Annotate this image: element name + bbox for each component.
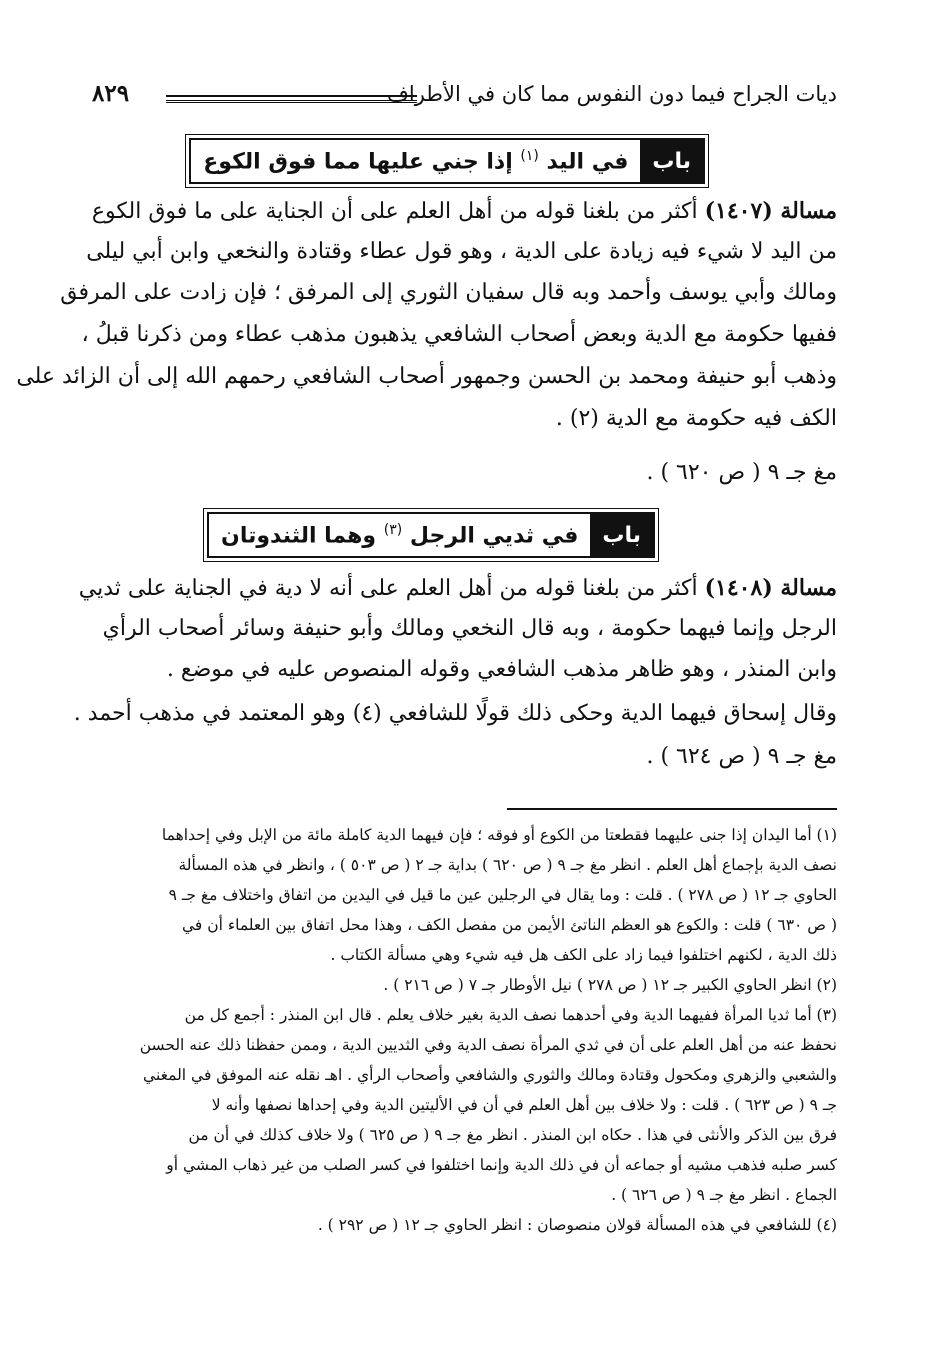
footnote-line: ( ص ٦٣٠ ) قلت : والكوع هو العظم الناتئ الأيمن من مفصل الكف ، وهذا محل اتفاق بين العلماء أن في: [181, 916, 837, 934]
text-line: ومالك وأبي يوسف وأحمد وبه قال سفيان الثوري إلى المرفق ؛ فإن زادت على المرفق: [60, 280, 837, 305]
masala-number: مسالة (١٤٠٨): [704, 575, 837, 601]
footnote-line: ذلك الدية ، لكنهم اختلفوا فيما زاد على الكف هل فيه شيء وهي مسألة الكتاب .: [330, 946, 837, 964]
source-reference: مغ جـ ٩ ( ص ٦٢٤ ) .: [646, 744, 837, 769]
chapter-title: [191, 148, 640, 174]
header-rule: [166, 95, 417, 101]
chapter-title: [209, 522, 590, 548]
chapter-heading-1: [189, 138, 705, 184]
chapter-title-part-a: في ثديي الرجل: [409, 523, 579, 549]
text-line-content: أكثر من بلغنا قوله من أهل العلم على أن الجناية على ما فوق الكوع: [91, 199, 698, 224]
source-reference: مغ جـ ٩ ( ص ٦٢٠ ) .: [646, 460, 837, 485]
chapter-label: باب: [640, 140, 703, 182]
header-rule-thin: [166, 102, 417, 103]
text-line: الرجل وإنما فيهما حكومة ، وبه قال النخعي ومالك وأبو حنيفة وسائر أصحاب الرأي: [102, 616, 837, 641]
footnote-line: الجماع . انظر مغ جـ ٩ ( ص ٦٢٦ ) .: [611, 1186, 837, 1204]
text-line: وابن المنذر ، وهو ظاهر مذهب الشافعي وقوله المنصوص عليه في موضع .: [166, 657, 837, 682]
text-line: [78, 575, 837, 615]
footnote-line: كسر صلبه فذهب مشيه أو جماعه أن في ذلك الدية وإنما اختلفوا في كسر الصلب من غير ذهاب المشي أو: [166, 1156, 837, 1174]
text-line: وقال إسحاق فيهما الدية وحكى ذلك قولًا للشافعي (٤) وهو المعتمد في مذهب أحمد .: [73, 701, 837, 726]
footnote-marker: (١): [520, 147, 539, 164]
text-line: الكف فيه حكومة مع الدية (٢) .: [555, 406, 837, 431]
text-line-content: أكثر من بلغنا قوله من أهل العلم على أنه لا دية في الجناية على ثديي: [78, 576, 698, 601]
chapter-title-part-a: في اليد: [546, 149, 629, 175]
footnote-separator: [507, 808, 837, 810]
page-number: ٨٢٩: [92, 80, 130, 107]
text-line: وذهب أبو حنيفة ومحمد بن الحسن وجمهور أصحاب الشافعي رحمهم الله إلى أن الزائد على: [16, 364, 837, 389]
text-line: ففيها حكومة مع الدية وبعض أصحاب الشافعي يذهبون مذهب عطاء ومن ذكرنا قبلُ ،: [81, 322, 837, 347]
text-line: من اليد لا شيء فيه زيادة على الدية ، وهو قول عطاء وقتادة والنخعي وابن أبي ليلى: [86, 239, 837, 264]
footnote-line: والشعبي والزهري ومكحول وقتادة ومالك والثوري والشافعي وأصحاب الرأي . اهـ نقله عنه الموفق في المغني: [143, 1066, 837, 1084]
footnote-line: (٤) للشافعي في هذه المسألة قولان منصوصان : انظر الحاوي جـ ١٢ ( ص ٢٩٢ ) .: [317, 1216, 837, 1234]
chapter-title-part-b: إذا جني عليها مما فوق الكوع: [203, 149, 513, 175]
footnote-line: جـ ٩ ( ص ٦٢٣ ) . قلت : ولا خلاف بين أهل العلم في أن في الأليتين الدية وفي إحداها نصفها وأنه لا: [211, 1096, 837, 1114]
running-header: [92, 80, 837, 118]
text-line: [90, 198, 837, 238]
footnote-line: نحفظ عنه من أهل العلم على أن في ثدي المرأة نصف الدية وفي الثديين الدية ، وممن حفظنا ذلك عنه الحسن: [139, 1036, 837, 1054]
chapter-label: باب: [590, 514, 653, 556]
running-title: ديات الجراح فيما دون النفوس مما كان في الأطراف: [387, 82, 837, 106]
chapter-heading-2: [207, 512, 655, 558]
chapter-title-part-b: وهما الثندوتان: [221, 523, 377, 549]
footnote-line: الحاوي جـ ١٢ ( ص ٢٧٨ ) . قلت : وما يقال في الرجلين عين ما قيل في اليدين من اتفاق واختلاف مغ جـ ٩: [168, 886, 837, 904]
footnote-line: نصف الدية بإجماع أهل العلم . انظر مغ جـ ٩ ( ص ٦٢٠ ) بداية جـ ٢ ( ص ٥٠٣ ) ، وانظر في هذه المسألة: [178, 856, 837, 874]
footnote-line: (٢) انظر الحاوي الكبير جـ ١٢ ( ص ٢٧٨ ) نيل الأوطار جـ ٧ ( ص ٢١٦ ) .: [383, 976, 837, 994]
footnote-line: فرق بين الذكر والأنثى في هذا . حكاه ابن المنذر . انظر مغ جـ ٩ ( ص ٦٢٥ ) ولا خلاف كذلك في أن من: [188, 1126, 837, 1144]
footnote-marker: (٣): [383, 521, 403, 538]
footnote-line: (٣) أما ثديا المرأة ففيهما الدية وفي أحدهما نصف الدية بغير خلاف يعلم . قال ابن المنذر : أجمع كل من: [184, 1006, 837, 1024]
masala-number: مسالة (١٤٠٧): [704, 198, 837, 224]
footnote-line: (١) أما اليدان إذا جنى عليهما فقطعتا من الكوع أو فوقه ؛ فإن فيهما الدية كاملة مائة من الإبل وفي إحداهما: [161, 826, 837, 844]
